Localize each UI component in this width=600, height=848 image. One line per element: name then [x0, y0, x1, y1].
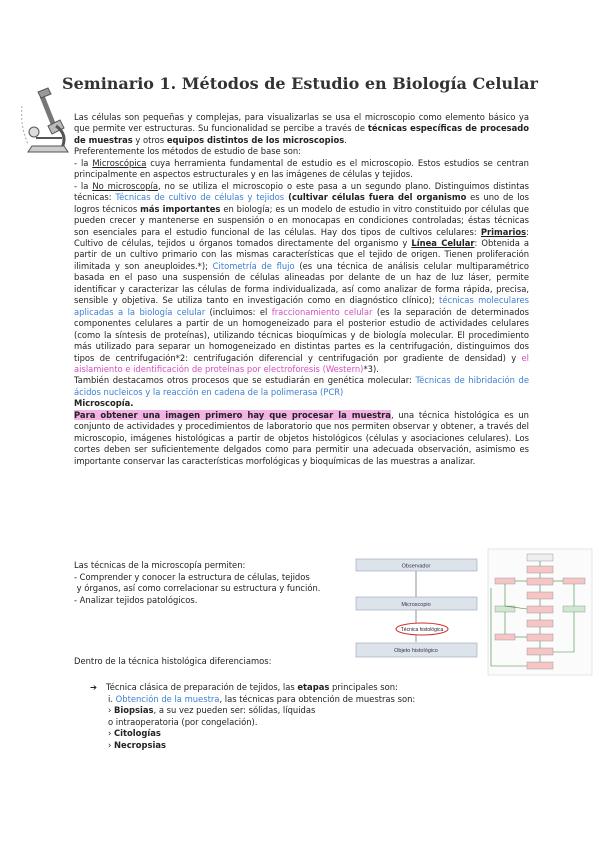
arrow-icon: ➔	[90, 682, 98, 692]
step-line: › Biopsias, a su vez pueden ser: sólidas, líquidas	[108, 705, 316, 716]
highlighted-sentence: Para obtener una imagen primero hay que procesar la muestra	[74, 409, 391, 420]
observer-label: Observador	[401, 563, 431, 570]
molecular-techniques-term: técnicas moleculares aplicadas a la biología celular	[74, 295, 529, 317]
step-line: i. Obtención de la muestra, las técnicas para obtención de muestras son:	[108, 693, 416, 704]
within-technique-line: Dentro de la técnica histológica diferenciamos:	[74, 656, 272, 666]
microscopy-uses-list	[74, 560, 320, 606]
histology-diagram	[354, 557, 479, 661]
step-line: › Citologías	[108, 728, 161, 739]
list-heading: Las técnicas de la microscopía permiten:	[74, 560, 246, 570]
microscopic-paragraph: - la Microscópica cuya herramienta fundamental de estudio es el microscopio. Estos estudios se centran principalmente en aspectos estructurales y en las imágenes de células y tejidos.	[74, 157, 529, 180]
cell-fractionation-term: fraccionamiento celular	[271, 306, 373, 317]
histology-flowchart	[487, 548, 593, 676]
object-label: Objeto histológico	[394, 648, 438, 654]
step-line: › Necropsias	[108, 739, 167, 750]
also-paragraph: También destacamos otros procesos que se estudiarán en genética molecular: Técnicas de hibridación de ácidos nucleicos y la reacción en cadena de la polimerasa (PCR)	[74, 375, 530, 397]
microscope-label: Microscopio	[401, 602, 431, 608]
cell-culture-term: Técnicas de cultivo de células y tejidos	[115, 192, 285, 203]
intro-paragraph: Las células son pequeñas y complejas, para visualizarlas se usa el microscopio como elemento básico ya que permite ver estructuras. Su funcionalidad se percibe a través de técnicas específicas de procesado de muestras y otros equipos distintos de los microscopios.	[74, 112, 530, 145]
step-line: ➔ Técnica clásica de preparación de tejidos, las etapas principales son:	[90, 682, 398, 692]
list-item: y órganos, así como correlacionar su estructura y función.	[74, 583, 321, 594]
flow-cytometry-term: Citometría de flujo	[212, 260, 295, 271]
protein-isolation-term: el aislamiento e identificación de proteínas por electroforesis (Western)	[74, 352, 529, 374]
page-title: Seminario 1. Métodos de Estudio en Biología Celular	[62, 74, 538, 93]
step-line: o intraoperatoria (por congelación).	[108, 716, 258, 727]
list-item: - Comprender y conocer la estructura de células, tejidos	[74, 571, 310, 582]
technique-label: Técnica histológica	[400, 627, 444, 633]
microscopy-paragraph: Para obtener una imagen primero hay que procesar la muestra, una técnica histológica es un conjunto de actividades y procedimientos de laboratorio que nos permiten observar y obtener, a través del microscopio, imágenes histológicas a partir de objetos histológicos (células y asociaciones celulares). Los cortes deben ser suficientemente delgados como para permitir una adecuada observación, asimismo es importante conservar las características morfológicas y bioquímicas de las muestras a analizar.	[74, 409, 529, 466]
body-text	[74, 112, 529, 467]
microscopy-heading: Microscopía.	[74, 398, 134, 409]
microscope-illustration	[18, 86, 74, 158]
non-microscopic-paragraph: - la No microscopía, no se utiliza el microscopio o este pasa a un segundo plano. Distinguimos distintas técnicas: Técnicas de cultivo de células y tejidos (cultivar células fuera del organismo es uno de los logros técnicos más importantes en biología; es un modelo de estudio in vitro constituido por células que pueden crecer y mantenerse en suspensión o en monocapas en condiciones controladas; éstas técnicas son esenciales para el estudio funcional de las células. Hay dos tipos de cultivos celulares: Primarios: Cultivo de células, tejidos u órganos tomados directamente del organismo y Línea Celular: Obtenida a partir de un cultivo primario con las mismas características que el tejido de origen. Tienen proliferación ilimitada y son aneuploides.*); Citometría de flujo (es una técnica de análisis celular multiparamétrico basada en el paso una suspensión de células alineadas por delante de un haz de luz láser, permite identificar y caracterizar las células de forma individualizada, así como analizar de forma rápida, precisa, sensible y objetiva. Se utiliza tanto en investigación como en diagnóstico clínico); técnicas moleculares aplicadas a la biología celular (incluimos: el fraccionamiento celular (es la separación de determinados componentes celulares a partir de un homogeneizado para el posterior estudio de actividades celulares (como la síntesis de proteínas), utilizando técnicas bioquímicas y de biología molecular. El procedimiento más utilizado para separar un homogeneizado en distintas partes es la centrifugación, distinguimos dos tipos de centrifugación*2: centrifugación diferencial y centrifugación por gradiente de densidad) y el aislamiento e identificación de proteínas por electroforesis (Western)*3).	[74, 180, 530, 374]
list-item: - Analizar tejidos patológicos.	[74, 594, 198, 605]
preference-line: Preferentemente los métodos de estudio de base son:	[74, 146, 301, 157]
steps-list	[90, 682, 415, 752]
